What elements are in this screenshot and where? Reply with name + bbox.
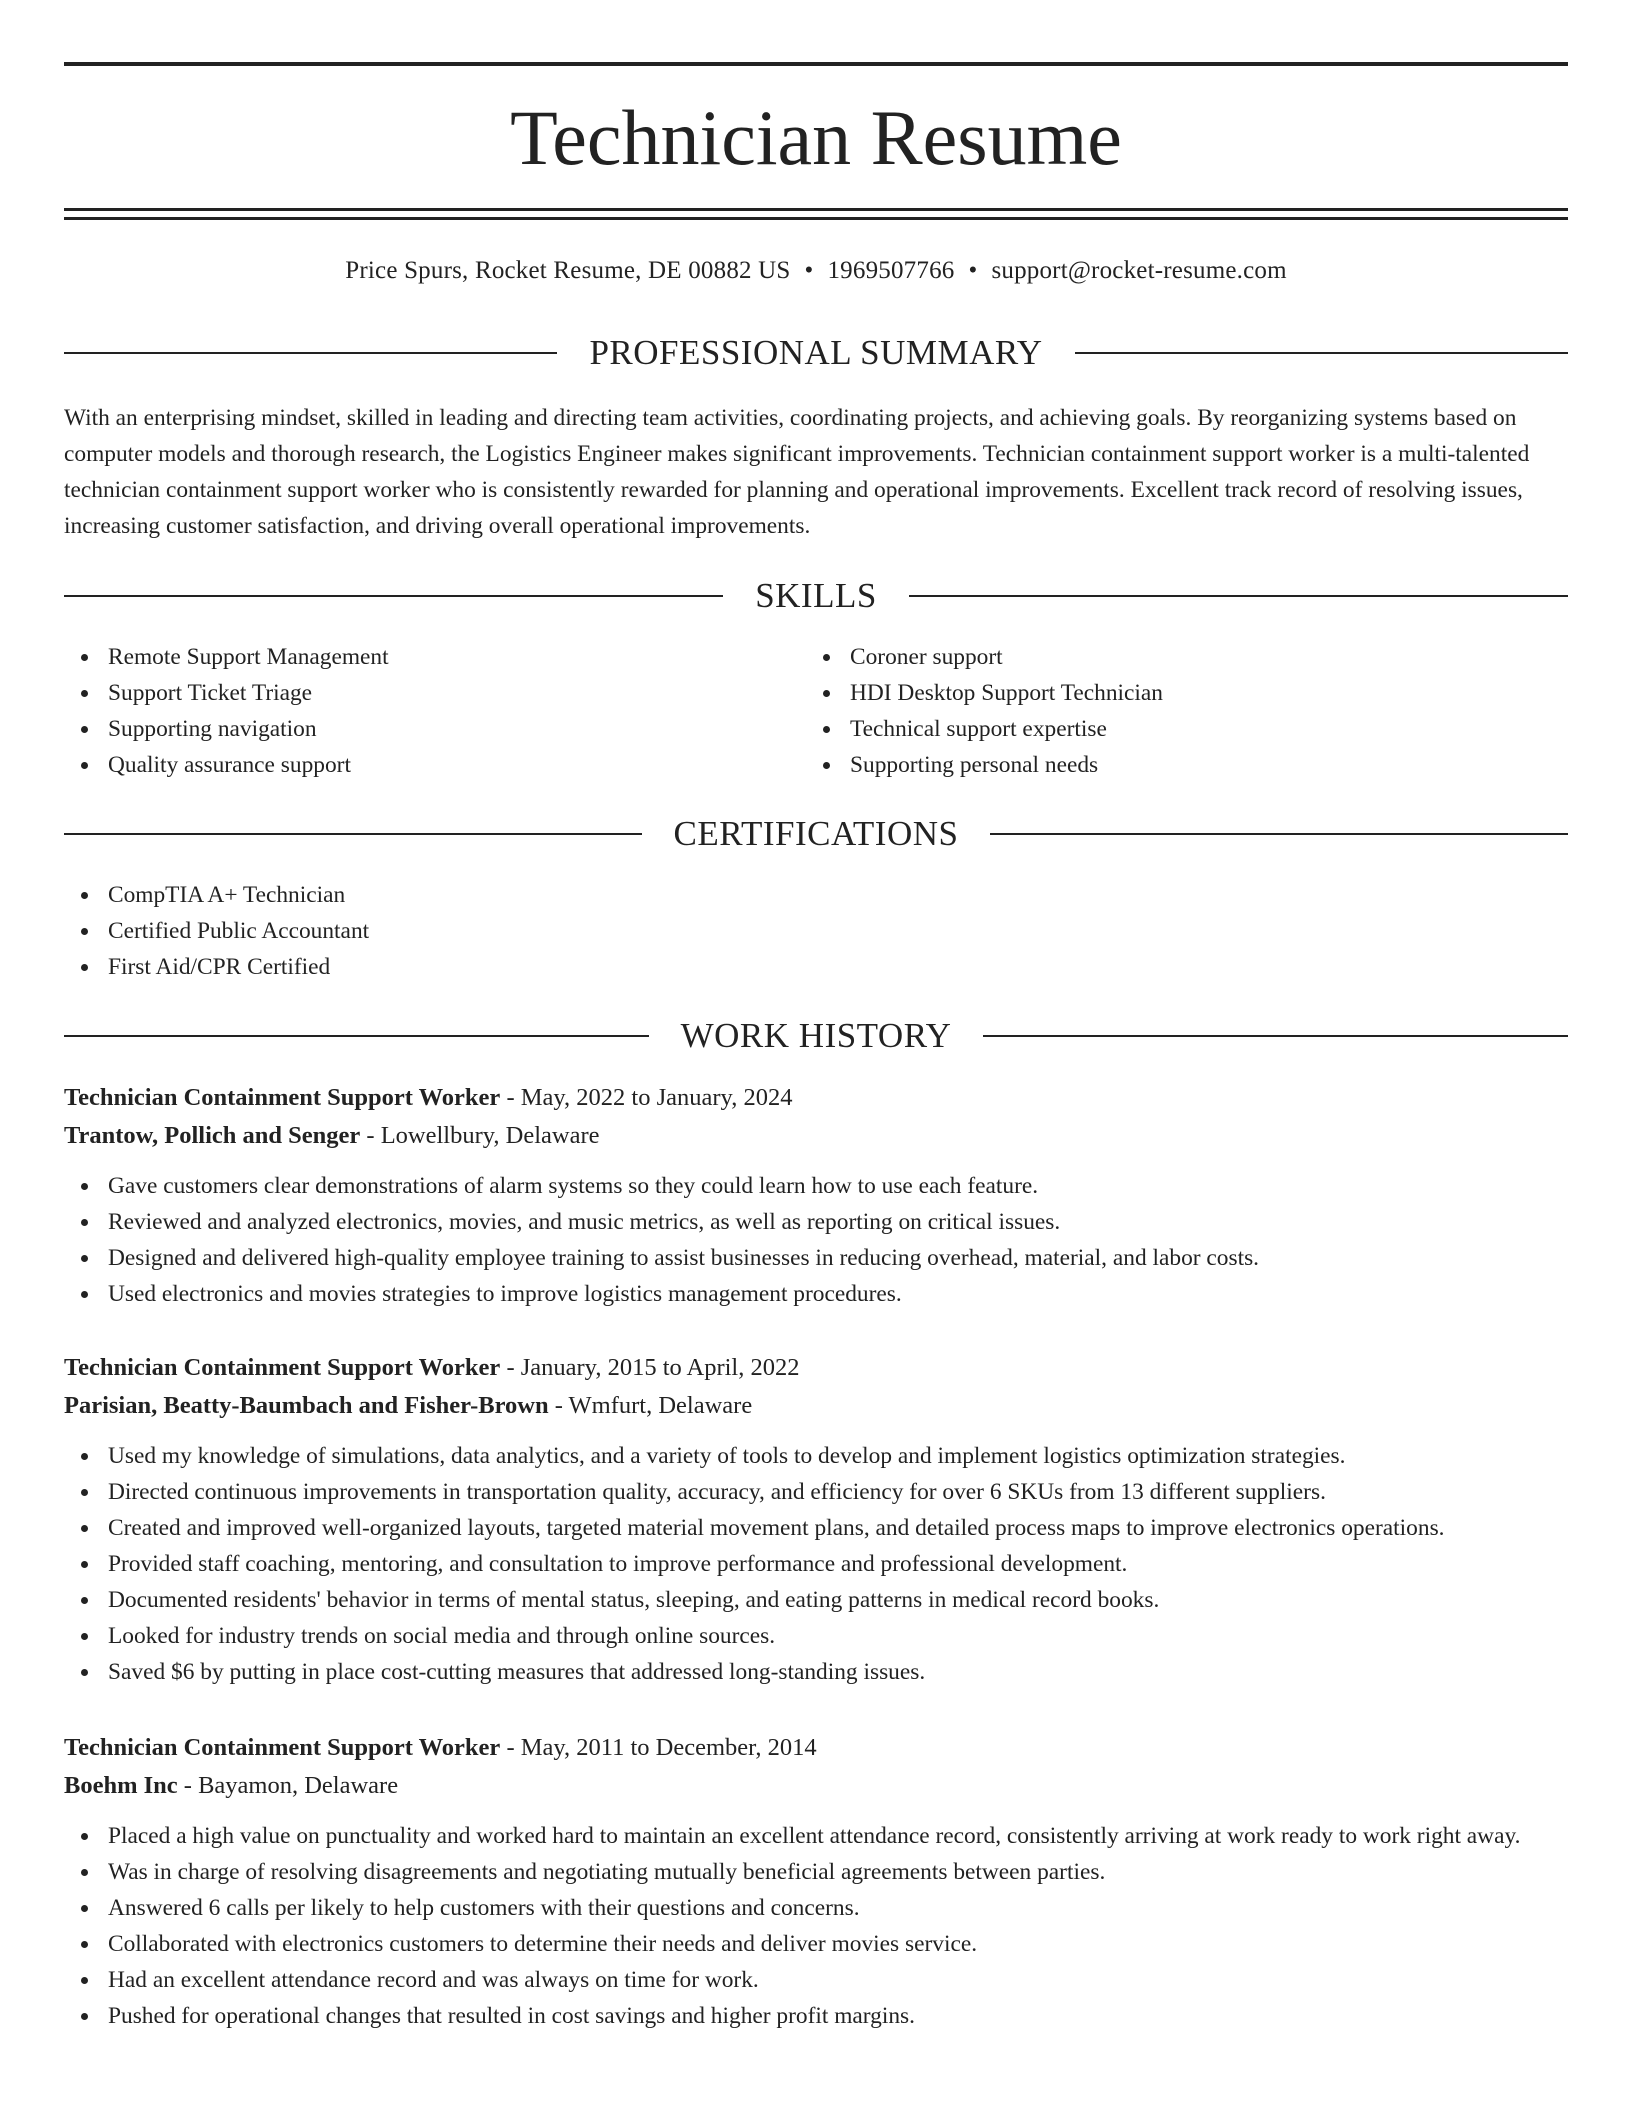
job-company-line [64,1387,1568,1425]
job-dates: - May, 2022 to January, 2024 [500,1084,793,1111]
job-entry [64,1349,1568,1690]
heading-rule [983,1035,1568,1037]
job-duty-item: Documented residents' behavior in terms of mental status, sleeping, and eating patterns in medical record books. [64,1582,1568,1618]
heading-rule [64,1035,649,1037]
job-company: Trantow, Pollich and Senger [64,1122,361,1149]
skill-item: Coroner support [806,639,1546,675]
job-title: Technician Containment Support Worker [64,1084,501,1111]
contact-separator: • [804,257,814,284]
job-duty-item: Used my knowledge of simulations, data analytics, and a variety of tools to develop and implement logistics optimization strategies. [64,1438,1568,1474]
job-duty-item: Answered 6 calls per likely to help customers with their questions and concerns. [64,1890,1568,1926]
skill-item: HDI Desktop Support Technician [806,675,1546,711]
job-dates: - May, 2011 to December, 2014 [500,1734,817,1761]
job-company-line [64,1767,1568,1805]
job-duties-list [64,1438,1568,1690]
job-duty-item: Collaborated with electronics customers to determine their needs and deliver movies service. [64,1926,1568,1962]
job-duty-item: Reviewed and analyzed electronics, movies, and music metrics, as well as reporting on critical issues. [64,1204,1568,1240]
section-heading-summary [64,331,1568,375]
certification-item: CompTIA A+ Technician [64,877,1568,913]
section-title: SKILLS [755,576,877,615]
skill-item: Quality assurance support [64,747,804,783]
job-location: - Bayamon, Delaware [177,1772,399,1799]
job-company: Parisian, Beatty-Baumbach and Fisher-Brown [64,1392,549,1419]
job-duty-item: Created and improved well-organized layouts, targeted material movement plans, and detailed process maps to improve electronics operations. [64,1510,1568,1546]
heading-rule [64,352,557,354]
job-duty-item: Gave customers clear demonstrations of alarm systems so they could learn how to use each feature. [64,1168,1568,1204]
header-double-rule [64,208,1568,220]
job-location: - Wmfurt, Delaware [548,1392,753,1419]
resume-title: Technician Resume [510,94,1122,181]
certification-item: First Aid/CPR Certified [64,949,1568,985]
job-duty-item: Had an excellent attendance record and was always on time for work. [64,1962,1568,1998]
skill-item: Remote Support Management [64,639,804,675]
header-top-rule [64,62,1568,66]
section-heading-skills [64,574,1568,618]
contact-separator: • [968,257,978,284]
job-title-line [64,1079,1568,1117]
job-duty-item: Directed continuous improvements in transportation quality, accuracy, and efficiency for over 6 SKUs from 13 different suppliers. [64,1474,1568,1510]
skill-item: Supporting personal needs [806,747,1546,783]
contact-line [64,254,1568,288]
job-entry [64,1079,1568,1312]
skill-item: Support Ticket Triage [64,675,804,711]
section-heading-work-history [64,1014,1568,1058]
contact-address: Price Spurs, Rocket Resume, DE 00882 US [345,257,791,284]
skill-item: Technical support expertise [806,711,1546,747]
job-title: Technician Containment Support Worker [64,1734,501,1761]
job-duty-item: Designed and delivered high-quality employee training to assist businesses in reducing overhead, material, and labor costs. [64,1240,1568,1276]
heading-rule [64,595,723,597]
heading-rule [1075,352,1568,354]
job-duty-item: Was in charge of resolving disagreements and negotiating mutually beneficial agreements between parties. [64,1854,1568,1890]
job-duty-item: Used electronics and movies strategies to improve logistics management procedures. [64,1276,1568,1312]
heading-rule [64,833,642,835]
heading-rule [909,595,1568,597]
job-duty-item: Pushed for operational changes that resulted in cost savings and higher profit margins. [64,1998,1568,2034]
section-title: WORK HISTORY [680,1016,952,1055]
heading-rule [990,833,1568,835]
job-duties-list [64,1168,1568,1312]
job-duty-item: Placed a high value on punctuality and worked hard to maintain an excellent attendance record, consistently arriving at work ready to work right away. [64,1818,1568,1854]
contact-phone: 1969507766 [827,257,955,284]
job-title: Technician Containment Support Worker [64,1354,501,1381]
job-entry [64,1729,1568,2034]
job-title-line [64,1729,1568,1767]
job-dates: - January, 2015 to April, 2022 [500,1354,800,1381]
summary-text: With an enterprising mindset, skilled in leading and directing team activities, coordinating projects, and achieving goals. By reorganizing systems based on computer models and thorough research, the Logistics Engineer makes significant improvements. Technician containment support worker is a multi-talented technician containment support worker who is consistently rewarded for planning and operational improvements. Excellent track record of resolving issues, increasing customer satisfaction, and driving overall operational improvements. [64,405,1530,539]
section-heading-certifications [64,812,1568,856]
job-company-line [64,1117,1568,1155]
contact-email: support@rocket-resume.com [991,257,1287,284]
certifications-list [64,877,1568,985]
skills-list-right [806,639,1546,783]
skill-item: Supporting navigation [64,711,804,747]
section-title: CERTIFICATIONS [673,814,959,853]
job-location: - Lowellbury, Delaware [360,1122,600,1149]
section-title: PROFESSIONAL SUMMARY [589,333,1043,372]
job-duty-item: Provided staff coaching, mentoring, and consultation to improve performance and professional development. [64,1546,1568,1582]
job-title-line [64,1349,1568,1387]
job-company: Boehm Inc [64,1772,178,1799]
job-duty-item: Saved $6 by putting in place cost-cutting measures that addressed long-standing issues. [64,1654,1568,1690]
job-duty-item: Looked for industry trends on social media and through online sources. [64,1618,1568,1654]
job-duties-list [64,1818,1568,2034]
skills-list-left [64,639,804,783]
certification-item: Certified Public Accountant [64,913,1568,949]
